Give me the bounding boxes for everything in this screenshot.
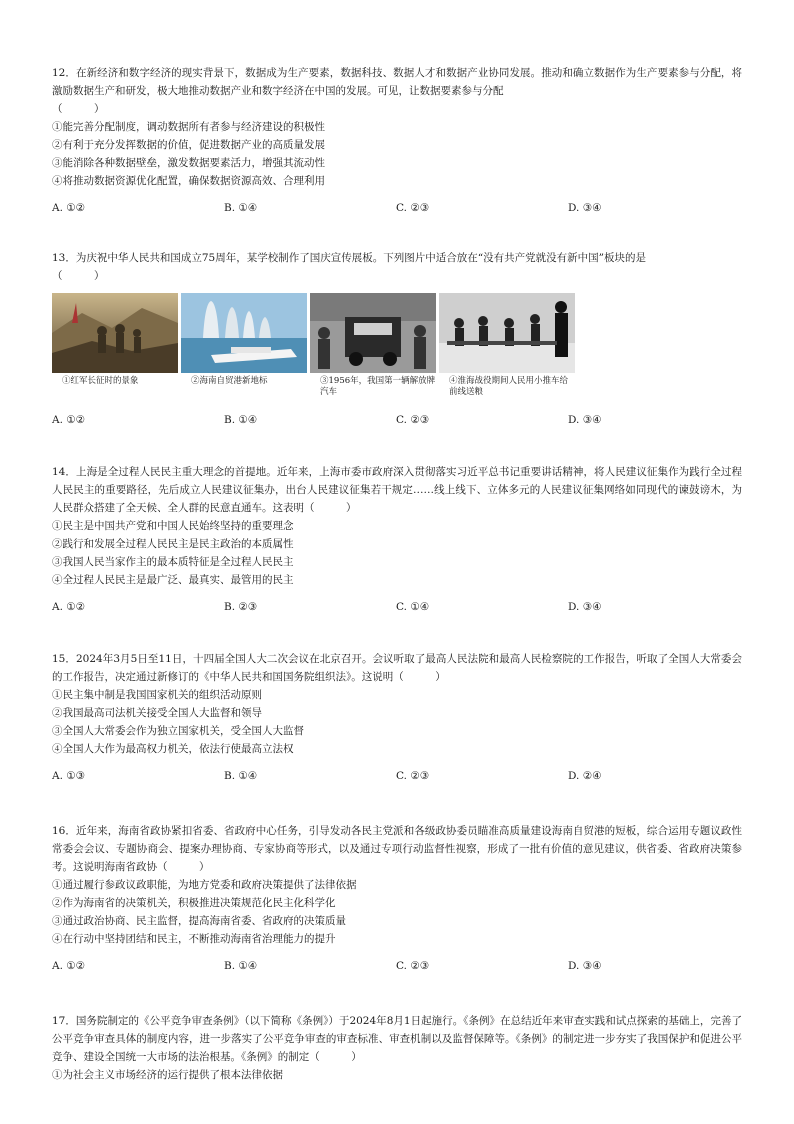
hainan-landmark-photo — [181, 293, 307, 373]
choice-b[interactable]: B. ①④ — [224, 202, 258, 214]
answer-blank[interactable]: （ ） — [52, 270, 105, 282]
choice-b[interactable]: B. ①④ — [224, 414, 258, 426]
option-statement: ③全国人大常委会作为独立国家机关，受全国人大监督 — [52, 725, 304, 737]
choice-a[interactable]: A. ①② — [52, 202, 86, 214]
answer-choices — [52, 958, 742, 974]
option-statement: ①能完善分配制度，调动数据所有者参与经济建设的积极性 — [52, 121, 325, 133]
option-statement: ①为社会主义市场经济的运行提供了根本法律依据 — [52, 1069, 283, 1081]
answer-choices — [52, 200, 742, 216]
choice-c[interactable]: C. ②③ — [396, 770, 430, 782]
option-statement: ②践行和发展全过程人民民主是民主政治的本质属性 — [52, 538, 294, 550]
answer-choices — [52, 599, 742, 615]
figure-caption: ①红军长征时的景象 — [62, 376, 139, 386]
choice-a[interactable]: A. ①② — [52, 414, 86, 426]
answer-choices — [52, 768, 742, 784]
choice-a[interactable]: A. ①② — [52, 960, 86, 972]
choice-c[interactable]: C. ②③ — [396, 960, 430, 972]
figure-1 — [52, 293, 178, 398]
option-statement: ③通过政治协商、民主监督，提高海南省委、省政府的决策质量 — [52, 915, 346, 927]
choice-d[interactable]: D. ③④ — [568, 414, 602, 426]
question-12 — [52, 64, 742, 216]
option-statement: ③我国人民当家作主的最本质特征是全过程人民民主 — [52, 556, 294, 568]
question-17 — [52, 1012, 742, 1084]
question-stem: 13．为庆祝中华人民共和国成立75周年，某学校制作了国庆宣传展板。下列图片中适合放在“没有共产党就没有新中国”板块的是 （ ） — [52, 249, 742, 285]
answer-blank[interactable]: （ ） — [52, 103, 105, 115]
question-stem: 15．2024年3月5日至11日，十四届全国人大二次会议在北京召开。会议听取了最高人民法院和最高人民检察院的工作报告，听取了全国人大常委会的工作报告，决定通过新修订的《中华人民共和国国务院组织法》。这说明（ ） — [52, 653, 742, 683]
choice-b[interactable]: B. ①④ — [224, 960, 258, 972]
answer-choices — [52, 412, 742, 428]
choice-b[interactable]: B. ②③ — [224, 601, 258, 613]
figure-row — [52, 293, 742, 398]
choice-c[interactable]: C. ②③ — [396, 414, 430, 426]
option-statement: ②作为海南省的决策机关，积极推进决策规范化民主化科学化 — [52, 897, 336, 909]
option-statement: ④全国人大作为最高权力机关，依法行使最高立法权 — [52, 743, 294, 755]
choice-a[interactable]: A. ①③ — [52, 770, 86, 782]
figure-2 — [181, 293, 307, 398]
choice-b[interactable]: B. ①④ — [224, 770, 258, 782]
question-stem: 16．近年来，海南省政协紧扣省委、省政府中心任务，引导发动各民主党派和各级政协委员瞄准高质量建设海南自贸港的短板，综合运用专题议政性常委会会议、专题协商会、提案办理协商、专家协商等形式，以及通过专项行动监督性视察，形成了一批有价值的意见建议，供省委、省政府决策参考。这说明海南省政协（ ） — [52, 825, 742, 873]
question-14 — [52, 463, 742, 615]
figure-3 — [310, 293, 436, 398]
option-statement: ④全过程人民民主是最广泛、最真实、最管用的民主 — [52, 574, 294, 586]
long-march-painting — [52, 293, 178, 373]
option-statement: ③能消除各种数据壁垒，激发数据要素活力，增强其流动性 — [52, 157, 325, 169]
option-statement: ④将推动数据资源优化配置，确保数据资源高效、合理利用 — [52, 175, 325, 187]
question-stem: 12．在新经济和数字经济的现实背景下，数据成为生产要素，数据科技、数据人才和数据产业协同发展。推动和确立数据作为生产要素参与分配，将激励数据生产和研发，极大地推动数据产业和数字经济在中国的发展。可见，让数据要素参与分配 （ ） — [52, 64, 742, 118]
huaihai-wheelbarrow-photo — [439, 293, 575, 373]
choice-d[interactable]: D. ③④ — [568, 960, 602, 972]
figure-caption: ③1956年，我国第一辆解放牌汽车 — [320, 376, 436, 397]
choice-d[interactable]: D. ③④ — [568, 202, 602, 214]
option-statement: ①民主集中制是我国国家机关的组织活动原则 — [52, 689, 262, 701]
figure-caption: ④淮海战役期间人民用小推车给前线送粮 — [449, 376, 569, 397]
question-stem: 14．上海是全过程人民民主重大理念的首提地。近年来，上海市委市政府深入贯彻落实习近平总书记重要讲话精神，将人民建议征集作为践行全过程人民民主的重要路径，先后成立人民建议征集办，出台人民建议征集若干规定……线上线下、立体多元的人民建议征集网络如同现代的谏鼓谤木，为人民群众搭建了全天候、全人群的民意直通车。这表明（ ） — [52, 466, 742, 514]
choice-c[interactable]: C. ①④ — [396, 601, 430, 613]
choice-d[interactable]: D. ②④ — [568, 770, 602, 782]
option-statement: ①通过履行参政议政职能，为地方党委和政府决策提供了法律依据 — [52, 879, 357, 891]
jiefang-truck-photo — [310, 293, 436, 373]
question-13 — [52, 249, 742, 428]
choice-d[interactable]: D. ③④ — [568, 601, 602, 613]
question-16 — [52, 822, 742, 974]
option-statement: ④在行动中坚持团结和民主，不断推动海南省治理能力的提升 — [52, 933, 336, 945]
option-statement: ①民主是中国共产党和中国人民始终坚持的重要理念 — [52, 520, 294, 532]
figure-caption: ②海南自贸港新地标 — [191, 376, 268, 386]
option-statement: ②我国最高司法机关接受全国人大监督和领导 — [52, 707, 262, 719]
question-15 — [52, 650, 742, 784]
question-stem: 17．国务院制定的《公平竞争审查条例》（以下简称《条例》）于2024年8月1日起施行。《条例》在总结近年来审查实践和试点探索的基础上，完善了公平竞争审查具体的制度内容，进一步落实了公平竞争审查的审查标准、审查机制以及监督保障等。《条例》的制定进一步夯实了我国保护和促进公平竞争、建设全国统一大市场的法治根基。《条例》的制定（ ） — [52, 1015, 742, 1063]
choice-a[interactable]: A. ①② — [52, 601, 86, 613]
figure-4 — [439, 293, 575, 398]
option-statement: ②有利于充分发挥数据的价值，促进数据产业的高质量发展 — [52, 139, 325, 151]
choice-c[interactable]: C. ②③ — [396, 202, 430, 214]
